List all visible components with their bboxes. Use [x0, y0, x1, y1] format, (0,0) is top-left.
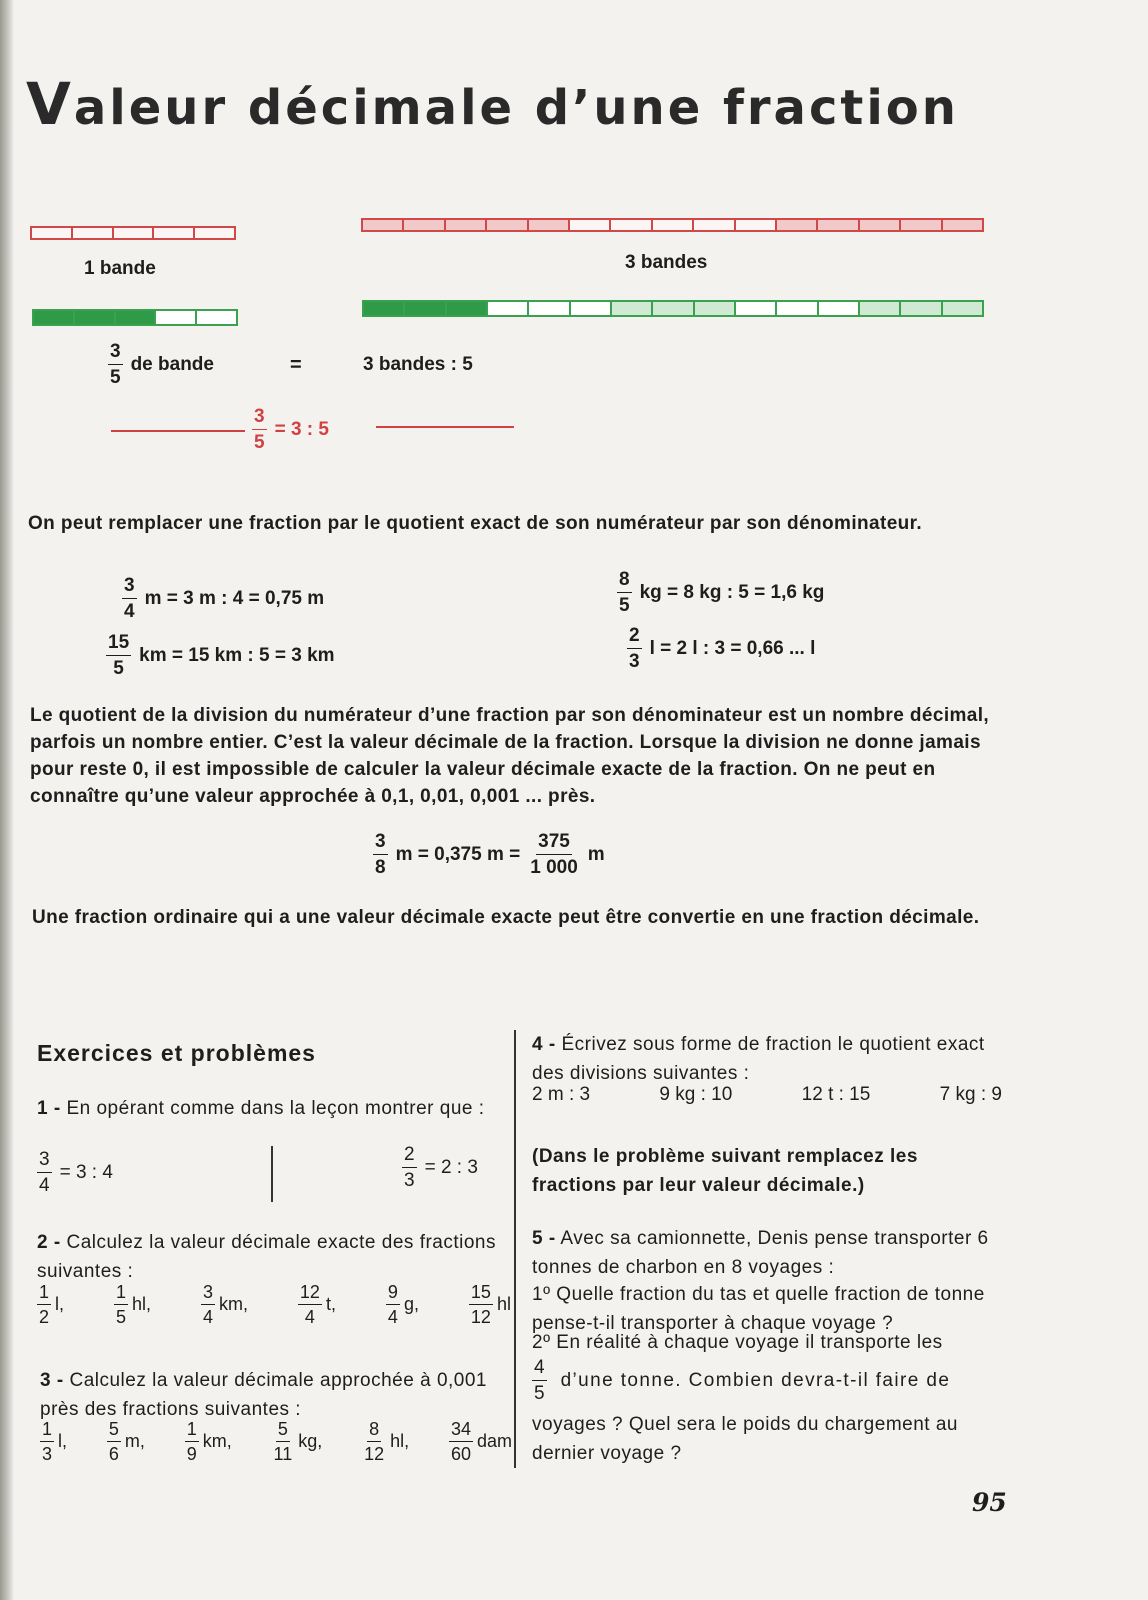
exercise-4-divisions — [532, 1084, 1002, 1106]
book-spine-shadow — [0, 0, 14, 1600]
exercise-5: 5 - Avec sa camionnette, Denis pense transporter 6 tonnes de charbon en 8 voyages : — [532, 1228, 989, 1278]
exercise-5-question-1: 1º Quelle fraction du tas et quelle fraction de tonne pense-t-il transporter à chaque voyage ? — [532, 1284, 985, 1334]
example-2-3-l: $\frac{2}{3}$ l = 2 l : 3 = 0,66 ... l — [629, 625, 816, 672]
example-3-8-m: $\frac{3}{8}$ m = 0,375 m = $\frac{375}{1 000}$ m — [375, 831, 605, 878]
exercise-5-question-2-end: voyages ? Quel sera le poids du chargement au dernier voyage ? — [532, 1414, 958, 1464]
label-one-band: 1 bande — [84, 258, 156, 279]
exercise-4: 4 - Écrivez sous forme de fraction le quotient exact des divisions suivantes : — [532, 1034, 985, 1084]
exercise-2-item: $\frac{1}{5}$ hl, — [115, 1282, 151, 1327]
exercise-3: 3 - Calculez la valeur décimale approchée à 0,001 près des fractions suivantes : — [40, 1370, 487, 1420]
exercise-4-item: 7 kg : 9 — [939, 1084, 1002, 1105]
exercise-2: 2 - Calculez la valeur décimale exacte des fractions suivantes : — [37, 1232, 496, 1282]
exercise-4-item: 2 m : 3 — [532, 1084, 591, 1105]
strip-one-band — [30, 226, 236, 240]
exercises-heading: Exercices et problèmes — [37, 1040, 316, 1066]
exercise-2-item: $\frac{3}{4}$ km, — [202, 1282, 248, 1327]
strip-three-fifths — [32, 309, 238, 326]
example-3-4-m: $\frac{3}{4}$ m = 3 m : 4 = 0,75 m — [124, 575, 325, 622]
problem-note: (Dans le problème suivant remplacez les fractions par leur valeur décimale.) — [532, 1146, 918, 1196]
paragraph-decimal-value: Le quotient de la division du numérateur d’une fraction par son dénominateur est un nombre décimal, parfois un nombre entier. C’est la valeur décimale de la fraction. Lorsque la division ne donne jamais pour reste 0, il est impossible de calculer la valeur décimale exacte de la fraction. On ne peut en connaître qu’une valeur approchée à 0,1, 0,01, 0,001 ... près. — [30, 705, 990, 807]
equals-sign: = — [290, 354, 302, 376]
exercise-1-b: $\frac{2}{3}$ = 2 : 3 — [404, 1144, 478, 1191]
exercise-3-item: $\frac{1}{9}$ km, — [186, 1419, 232, 1464]
exercise-4-item: 9 kg : 10 — [659, 1084, 733, 1105]
exercise-5-question-2: 2º En réalité à chaque voyage il transporte les — [532, 1332, 943, 1353]
exercise-1: 1 - En opérant comme dans la leçon montrer que : — [37, 1098, 485, 1119]
red-rule-right — [376, 426, 514, 428]
paragraph-rule: On peut remplacer une fraction par le quotient exact de son numérateur par son dénominateur. — [28, 513, 923, 534]
exercise-1-separator — [271, 1146, 273, 1202]
three-bands-divided-label: 3 bandes : 5 — [363, 354, 473, 375]
exercise-3-item: $\frac{1}{3}$ l, — [42, 1419, 68, 1464]
exercise-3-fractions — [40, 1420, 512, 1463]
strip-three-bands-divided — [362, 300, 984, 317]
rule-formula: $\frac{3}{5}$ = 3 : 5 — [254, 406, 329, 453]
exercise-2-item: $\frac{15}{12}$ hl — [470, 1282, 511, 1327]
strip-three-bands — [361, 218, 984, 232]
exercise-1-a: $\frac{3}{4}$ = 3 : 4 — [39, 1149, 113, 1196]
fraction-of-band: $\frac{3}{5}$ de bande — [110, 341, 214, 388]
exercise-4-item: 12 t : 15 — [801, 1084, 871, 1105]
exercise-3-item: $\frac{5}{11}$ kg, — [273, 1419, 323, 1464]
exercise-2-item: $\frac{12}{4}$ t, — [299, 1282, 336, 1327]
exercise-3-item: $\frac{5}{6}$ m, — [108, 1419, 145, 1464]
column-divider — [514, 1030, 516, 1468]
page-title: Valeur décimale d’une fraction — [26, 70, 959, 138]
page-number: 95 — [972, 1488, 1007, 1517]
example-8-5-kg: $\frac{8}{5}$ kg = 8 kg : 5 = 1,6 kg — [619, 569, 825, 616]
exercise-2-item: $\frac{9}{4}$ g, — [387, 1282, 419, 1327]
exercise-5-fraction-line: $\frac{4}{5}$ d’une tonne. Combien devra-t-il faire de — [534, 1357, 951, 1404]
paragraph-conversion: Une fraction ordinaire qui a une valeur décimale exacte peut être convertie en une fraction décimale. — [32, 907, 980, 928]
red-rule-left — [111, 430, 245, 432]
example-15-5-km: $\frac{15}{5}$ km = 15 km : 5 = 3 km — [108, 632, 335, 679]
exercise-3-item: $\frac{34}{60}$ dam — [450, 1419, 512, 1464]
exercise-3-item: $\frac{8}{12}$ hl, — [364, 1419, 410, 1464]
label-three-bands: 3 bandes — [625, 252, 708, 273]
exercise-2-fractions — [37, 1283, 511, 1326]
exercise-2-item: $\frac{1}{2}$ l, — [39, 1282, 65, 1327]
